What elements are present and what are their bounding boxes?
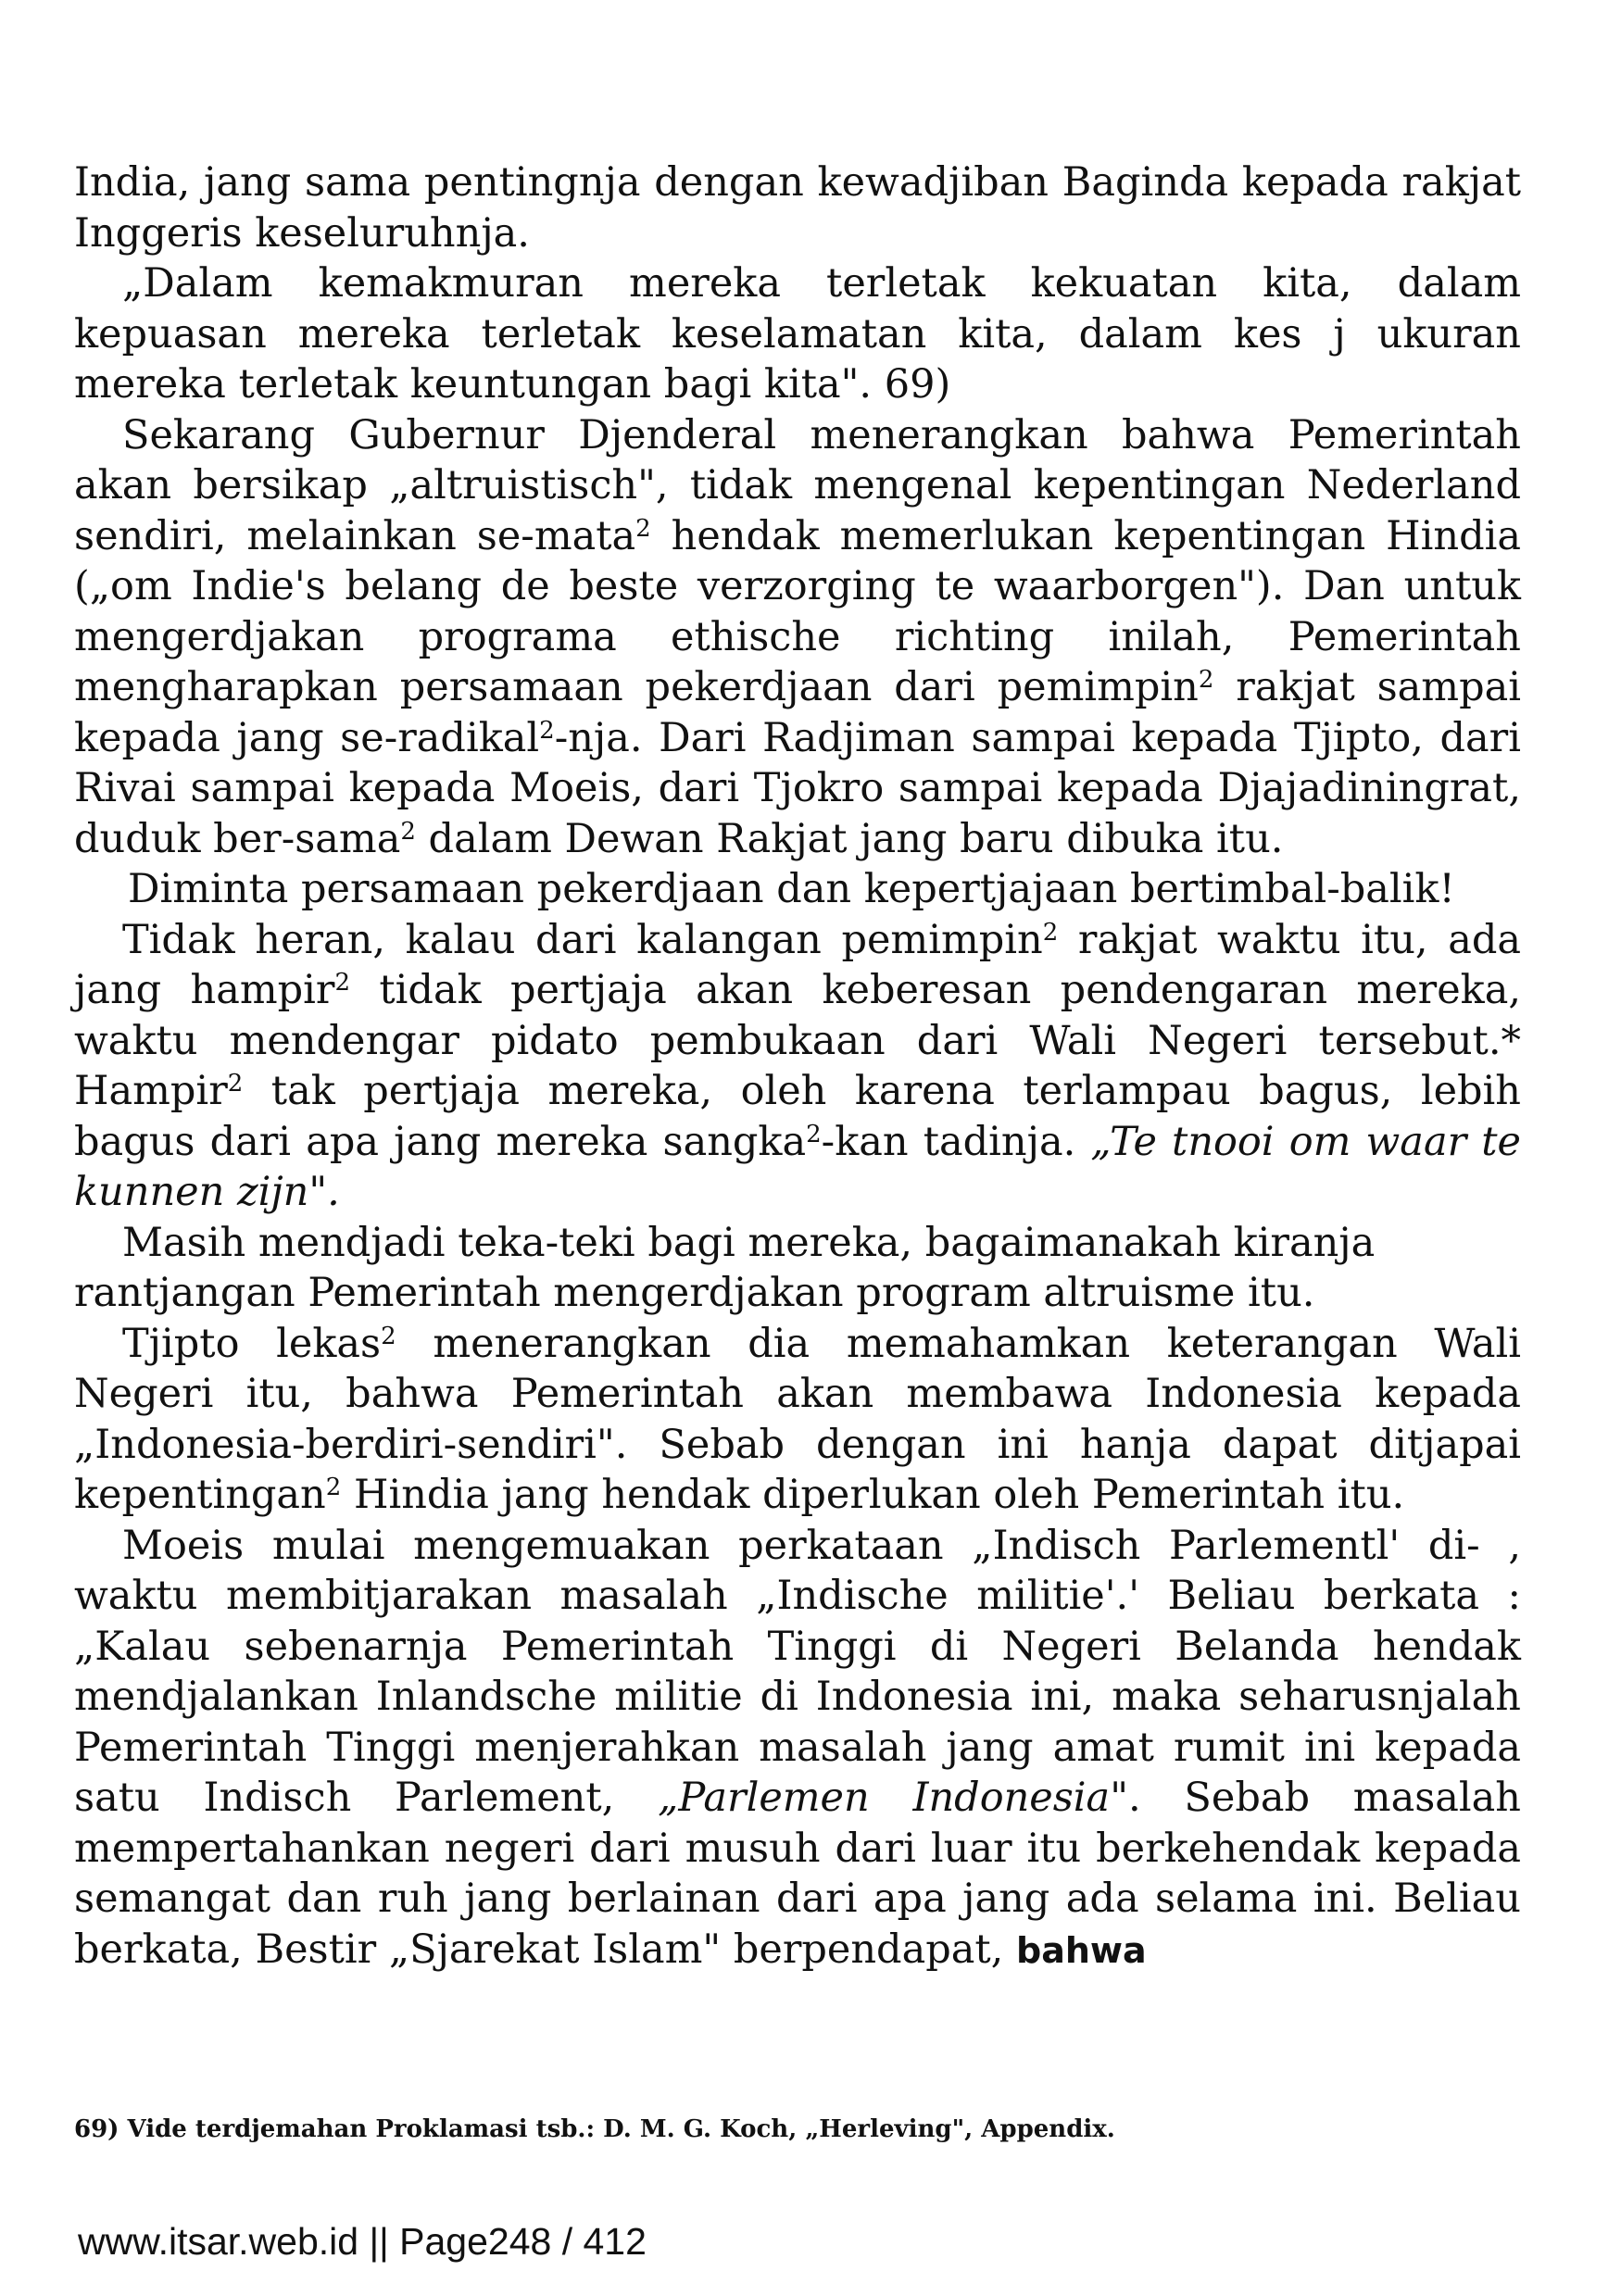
superscript-2: 2 xyxy=(227,1070,244,1098)
paragraph-3-text-c: rakjat sampai kepada jang se-radikal xyxy=(74,664,1521,761)
paragraph-5-text-c: tidak pertjaja akan keberesan pendengaran mereka, waktu mendengar pidato pembukaan dari Wali Negeri tersebut.* Hampir xyxy=(74,967,1522,1114)
paragraph-3-text-a: Sekarang Gubernur Djenderal menerangkan bahwa Pemerintah akan bersikap „altruistisch", tidak mengenal kepentingan Nederland sendiri, melainkan se-mata xyxy=(74,411,1521,559)
paragraph-1 xyxy=(74,157,1521,258)
superscript-2: 2 xyxy=(1198,666,1214,694)
paragraph-6-line-1: Masih mendjadi teka-teki bagi mereka, bagaimanakah kiranja xyxy=(122,1219,1376,1266)
paragraph-8-text-b: ". Sebab masalah mempertahankan negeri dari musuh dari luar itu berkehendak kepada semangat dan ruh jang berlainan dari apa jang ada selama ini. Beliau berkata, Bestir „Sjarekat Islam" berpendapat, xyxy=(74,1775,1521,1973)
paragraph-8 xyxy=(74,1521,1521,1976)
page-footer: www.itsar.web.id || Page248 / 412 xyxy=(78,2220,647,2263)
paragraph-8-bold: bahwa xyxy=(1016,1929,1147,1971)
paragraph-1-text: India, jang sama pentingnja dengan kewadjiban Baginda kepada rakjat Inggeris keseluruhnja. xyxy=(74,159,1521,257)
superscript-2: 2 xyxy=(334,969,351,997)
paragraph-5-italic-quote: „Te tnooi om waar te kunnen zijn". xyxy=(74,1118,1521,1215)
superscript-2: 2 xyxy=(539,716,555,745)
footnote: 69) Vide terdjemahan Proklamasi tsb.: D. M. G. Koch, „Herleving", Appendix. xyxy=(74,2115,1115,2143)
paragraph-8-italic: „Parlemen Indonesia xyxy=(658,1775,1111,1821)
page-body xyxy=(74,157,1521,1976)
paragraph-2-text: „Dalam kemakmuran mereka terletak kekuatan kita, dalam kepuasan mereka terletak keselamatan kita, dalam kes j ukuran mereka terletak keuntungan bagi kita". 69) xyxy=(74,260,1521,408)
paragraph-5-text-b: rakjat waktu itu, ada jang hampir xyxy=(74,916,1521,1013)
paragraph-3 xyxy=(74,410,1521,865)
paragraph-7-text-b: menerangkan dia memahamkan keterangan Wali Negeri itu, bahwa Pemerintah akan membawa Indonesia kepada „Indonesia-berdiri-sendiri". Sebab dengan ini hanja dapat ditjapai kepentingan xyxy=(74,1320,1521,1518)
paragraph-5 xyxy=(74,915,1521,1218)
superscript-2: 2 xyxy=(635,514,651,543)
paragraph-4 xyxy=(74,864,1521,915)
superscript-2: 2 xyxy=(1042,918,1059,947)
paragraph-3-text-b: hendak memerlukan kepentingan Hindia („om Indie's belang de beste verzorging te waarborgen"). Dan untuk mengerdjakan programa ethische richting inilah, Pemerintah mengharapkan persamaan pekerdjaan dari pemimpin xyxy=(74,512,1521,710)
paragraph-6 xyxy=(74,1218,1521,1319)
paragraph-3-text-e: dalam Dewan Rakjat jang baru dibuka itu. xyxy=(415,815,1284,862)
paragraph-5-text-a: Tidak heran, kalau dari kalangan pemimpin xyxy=(122,916,1043,963)
paragraph-2 xyxy=(74,258,1521,410)
paragraph-7-text-a: Tjipto lekas xyxy=(122,1320,382,1367)
paragraph-5-text-e: -kan tadinja. xyxy=(821,1118,1091,1165)
paragraph-8-text-a: Moeis mulai mengemuakan perkataan „Indisch Parlementl' di- , waktu membitjarakan masalah „Indische militie'.' Beliau berkata : „Kalau sebenarnja Pemerintah Tinggi di Negeri Belanda hendak mendjalankan Inlandsche militie di Indonesia ini, maka seharusnjalah Pemerintah Tinggi menjerahkan masalah jang amat rumit ini kepada satu Indisch Parlement, xyxy=(74,1522,1521,1821)
paragraph-6-line-2: rantjangan Pemerintah mengerdjakan program altruisme itu. xyxy=(74,1270,1315,1316)
superscript-2: 2 xyxy=(806,1120,822,1148)
paragraph-5-text-d: tak pertjaja mereka, oleh karena terlampau bagus, lebih bagus dari apa jang mereka sangka xyxy=(74,1068,1521,1165)
paragraph-4-text: Diminta persamaan pekerdjaan dan kepertjajaan bertimbal-balik! xyxy=(128,866,1455,912)
paragraph-7 xyxy=(74,1319,1521,1521)
superscript-2: 2 xyxy=(381,1322,396,1350)
superscript-2: 2 xyxy=(400,817,416,846)
superscript-2: 2 xyxy=(325,1474,342,1501)
paragraph-3-text-d: -nja. Dari Radjiman sampai kepada Tjipto, dari Rivai sampai kepada Moeis, dari Tjokro sampai kepada Djajadiningrat, duduk ber-sama xyxy=(74,714,1521,862)
paragraph-7-text-c: Hindia jang hendak diperlukan oleh Pemerintah itu. xyxy=(341,1472,1405,1518)
